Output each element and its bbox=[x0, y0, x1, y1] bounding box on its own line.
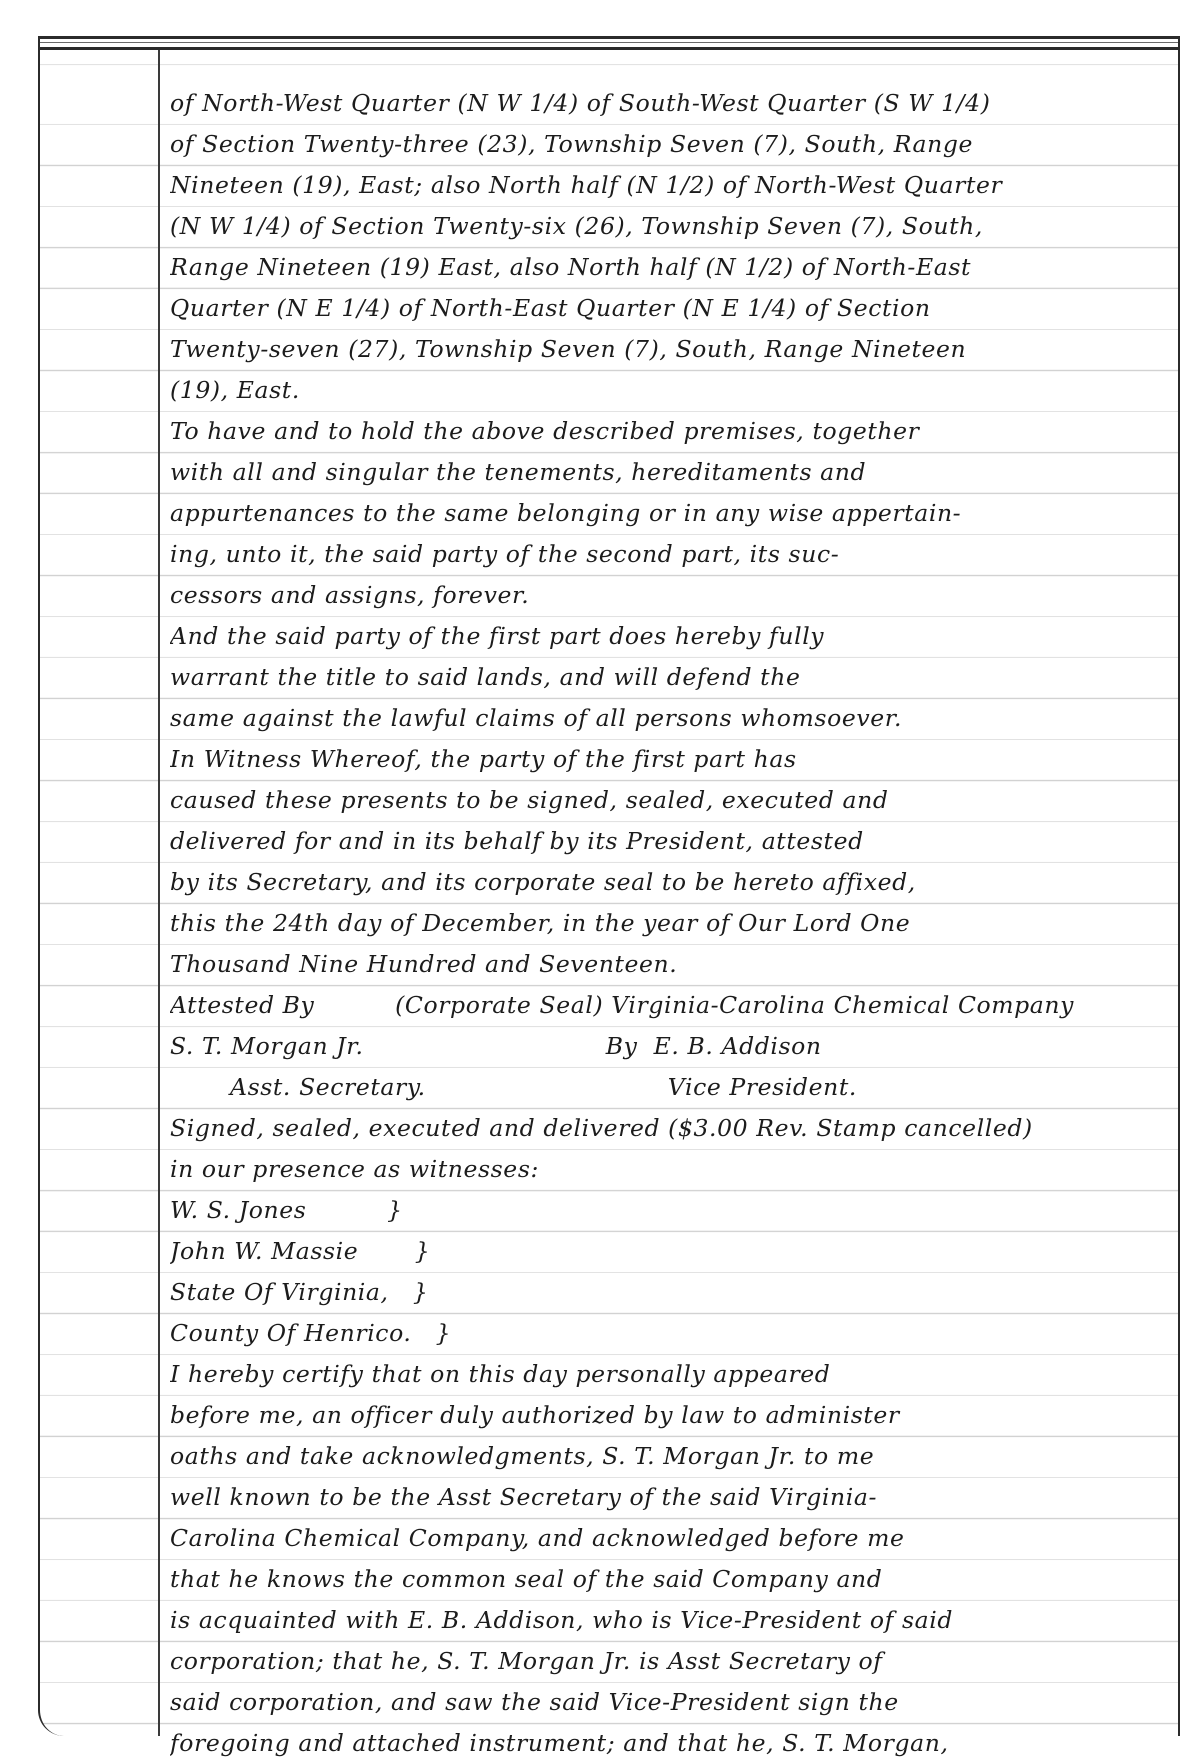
text-line: said corporation, and saw the said Vice-President sign the bbox=[170, 1688, 899, 1716]
signature-title-line: Asst. Secretary. Vice President. bbox=[230, 1073, 857, 1101]
text-line: Nineteen (19), East; also North half (N 1/2) of North-West Quarter bbox=[170, 171, 1003, 199]
venue-line: State Of Virginia, } bbox=[170, 1278, 429, 1306]
witness-line: W. S. Jones } bbox=[170, 1196, 403, 1224]
text-line: of Section Twenty-three (23), Township Seven (7), South, Range bbox=[170, 130, 974, 158]
text-line: in our presence as witnesses: bbox=[170, 1155, 539, 1183]
text-line: of North-West Quarter (N W 1/4) of South-West Quarter (S W 1/4) bbox=[170, 89, 991, 117]
text-line: this the 24th day of December, in the year of Our Lord One bbox=[170, 909, 911, 937]
text-line: oaths and take acknowledgments, S. T. Morgan Jr. to me bbox=[170, 1442, 875, 1470]
venue-line: County Of Henrico. } bbox=[170, 1319, 452, 1347]
text-line: that he knows the common seal of the said Company and bbox=[170, 1565, 883, 1593]
signature-line: S. T. Morgan Jr. By E. B. Addison bbox=[170, 1032, 822, 1060]
text-line: cessors and assigns, forever. bbox=[170, 581, 530, 609]
text-line: And the said party of the first part does hereby fully bbox=[170, 622, 825, 650]
text-line: before me, an officer duly authorized by law to administer bbox=[170, 1401, 900, 1429]
text-line: delivered for and in its behalf by its President, attested bbox=[170, 827, 864, 855]
text-line: In Witness Whereof, the party of the first part has bbox=[170, 745, 797, 773]
text-line: well known to be the Asst Secretary of the said Virginia- bbox=[170, 1483, 877, 1511]
text-line: warrant the title to said lands, and will defend the bbox=[170, 663, 801, 691]
text-line: Range Nineteen (19) East, also North half (N 1/2) of North-East bbox=[170, 253, 972, 281]
text-line: Thousand Nine Hundred and Seventeen. bbox=[170, 950, 678, 978]
text-line: Twenty-seven (27), Township Seven (7), South, Range Nineteen bbox=[170, 335, 967, 363]
text-line: To have and to hold the above described premises, together bbox=[170, 417, 920, 445]
text-line: I hereby certify that on this day personally appeared bbox=[170, 1360, 831, 1388]
text-line: Signed, sealed, executed and delivered ($3.00 Rev. Stamp cancelled) bbox=[170, 1114, 1033, 1142]
ledger-page bbox=[38, 36, 1180, 1757]
text-line: (19), East. bbox=[170, 376, 300, 404]
text-line: by its Secretary, and its corporate seal to be hereto affixed, bbox=[170, 868, 916, 896]
left-margin-line bbox=[158, 50, 160, 1736]
witness-line: John W. Massie } bbox=[170, 1237, 431, 1265]
text-line: foregoing and attached instrument; and that he, S. T. Morgan, bbox=[170, 1729, 949, 1757]
text-line: ing, unto it, the said party of the second part, its suc- bbox=[170, 540, 840, 568]
text-line: same against the lawful claims of all persons whomsoever. bbox=[170, 704, 903, 732]
text-line: with all and singular the tenements, hereditaments and bbox=[170, 458, 867, 486]
text-line: (N W 1/4) of Section Twenty-six (26), Township Seven (7), South, bbox=[170, 212, 983, 240]
deed-text-body bbox=[170, 83, 1168, 1764]
text-line: corporation; that he, S. T. Morgan Jr. is Asst Secretary of bbox=[170, 1647, 883, 1675]
text-line: caused these presents to be signed, sealed, executed and bbox=[170, 786, 889, 814]
attestation-line: Attested By (Corporate Seal) Virginia-Carolina Chemical Company bbox=[170, 991, 1075, 1019]
text-line: appurtenances to the same belonging or in any wise appertain- bbox=[170, 499, 962, 527]
text-line: Quarter (N E 1/4) of North-East Quarter (N E 1/4) of Section bbox=[170, 294, 931, 322]
text-line: is acquainted with E. B. Addison, who is Vice-President of said bbox=[170, 1606, 954, 1634]
text-line: Carolina Chemical Company, and acknowledged before me bbox=[170, 1524, 905, 1552]
top-double-rule bbox=[40, 36, 1178, 50]
